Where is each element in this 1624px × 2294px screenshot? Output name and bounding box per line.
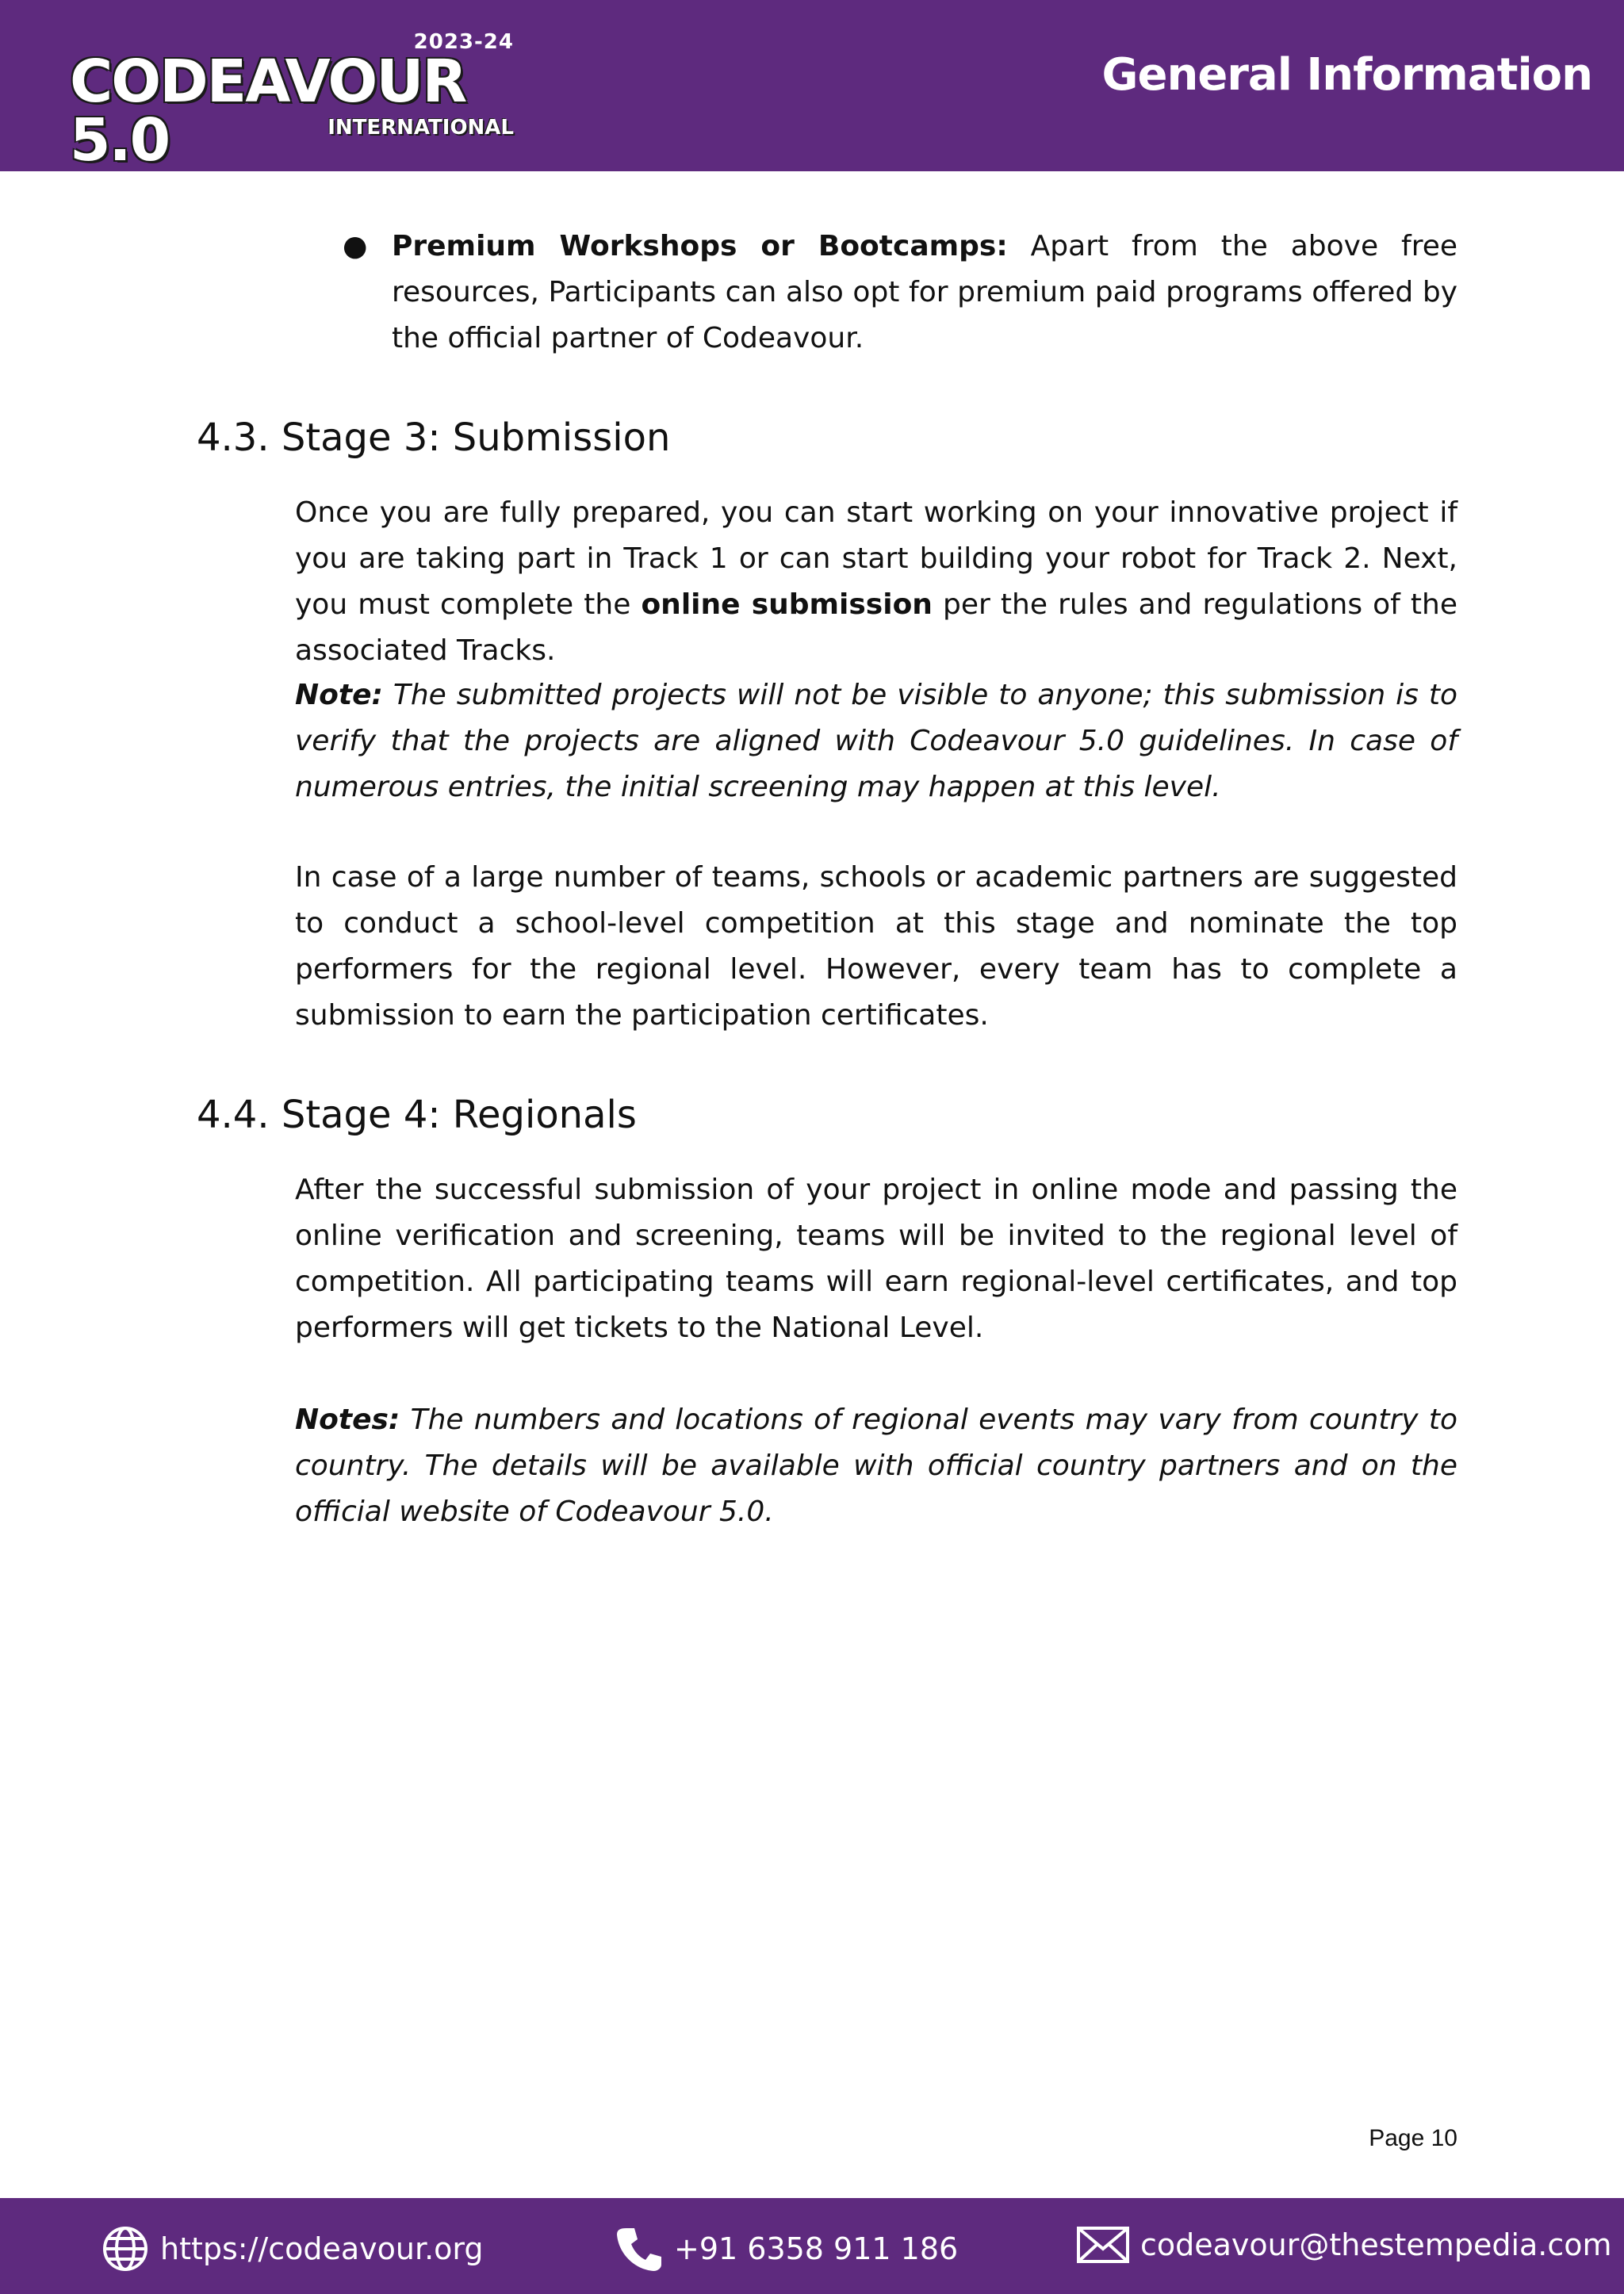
bullet-dot-icon: ● [343, 230, 368, 262]
logo-subtitle: INTERNATIONAL [327, 116, 514, 140]
phone-icon [615, 2225, 663, 2273]
envelope-icon [1077, 2225, 1129, 2265]
stage3-note-text: The submitted projects will not be visible to anyone; this submission is to verify that the projects are aligned with Codeavour 5.0 guidelines. In case of numerous entries, the initial screening may happen at this level. [295, 679, 1457, 803]
bullet-body: Apart from the above free resources, Participants can also opt for premium paid programs offered by the official partner of Codeavour. [392, 230, 1458, 354]
bullet-text [392, 224, 1457, 362]
footer-email-link[interactable]: codeavour@thestempedia.com [1140, 2227, 1612, 2262]
logo-wordmark: CODEAVOUR 5.0 [70, 48, 466, 174]
page-number: Page 10 [1369, 2125, 1457, 2151]
stage3-note [295, 672, 1457, 810]
footer-phone[interactable] [615, 2225, 958, 2273]
stage3-p1-text-end: per the rules and regulations of the associated Tracks. [295, 588, 1458, 667]
stage4-paragraph-1: After the successful submission of your project in online mode and passing the online verification and screening, teams will be invited to the regional level of competition. All participating teams will earn regional-level certificates, and top performers will get tickets to the National Level. [295, 1174, 1457, 1344]
online-submission-bold: online submission [641, 588, 933, 621]
bullet-item-premium-workshops [343, 224, 1457, 362]
stage3-paragraph-3: In case of a large number of teams, schools or academic partners are suggested to conduct a school-level competition at this stage and nominate the top performers for the regional level. However, every team has to complete a submission to earn the participation certificates. [295, 861, 1457, 1032]
stage3-note-label: Note: [295, 679, 383, 711]
stage3-p1-text: Once you are fully prepared, you can start working on your innovative project if you are taking part in Track 1 or can start building your robot for Track 2. Next, you must complete the [295, 496, 1457, 621]
footer-email[interactable] [1077, 2225, 1612, 2265]
page-header [0, 0, 1624, 174]
bullet-bold-label: Premium Workshops or Bootcamps: [392, 230, 1008, 262]
section-heading-stage3: 4.3. Stage 3: Submission [197, 416, 671, 460]
stage4-notes [295, 1397, 1457, 1535]
section-heading-stage4: 4.4. Stage 4: Regionals [197, 1093, 637, 1137]
stage4-notes-label: Notes: [295, 1404, 400, 1436]
footer-website-link[interactable]: https://codeavour.org [160, 2231, 484, 2266]
stage4-notes-text: The numbers and locations of regional events may vary from country to country. The details will be available with official country partners and on the official website of Codeavour 5.0. [295, 1404, 1457, 1528]
footer-website[interactable] [102, 2225, 484, 2273]
codeavour-logo [70, 27, 514, 174]
stage3-paragraph-1 [295, 490, 1457, 674]
header-title: General Information [1101, 49, 1592, 101]
page-footer [0, 2198, 1624, 2294]
globe-icon [102, 2225, 149, 2273]
footer-phone-number[interactable]: +91 6358 911 186 [674, 2231, 959, 2266]
logo-year: 2023-24 [413, 30, 514, 54]
